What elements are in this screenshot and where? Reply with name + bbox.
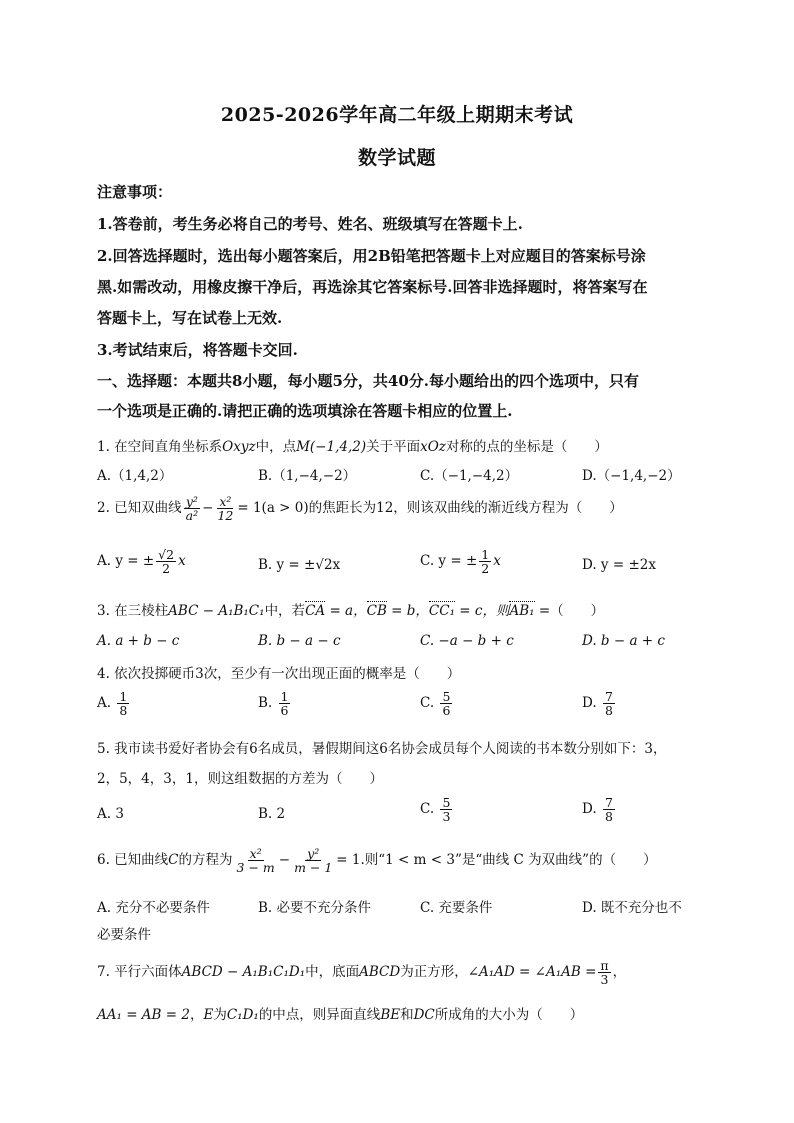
q4-option-d: D. $\frac{7}{8}$: [582, 689, 613, 719]
q6-option-d-continued: 必要条件: [97, 927, 151, 943]
notes-heading: 注意事项：: [97, 183, 173, 201]
q6-option-a: A. 充分不必要条件: [97, 900, 210, 916]
q1-option-a: A.（1,4,2）: [97, 468, 173, 484]
q4-option-b: B. $\frac{1}{6}$: [258, 689, 289, 719]
note-2-line-3: 答题卡上，写在试卷上无效.: [97, 309, 283, 327]
q3-option-b: B. b − a − c: [258, 633, 341, 649]
q3-option-d: D. b − a + c: [582, 633, 665, 649]
q2-option-b: B. y = ±√2x: [258, 557, 341, 573]
note-2-line-2: 黑.如需改动，用橡皮擦干净后，再选涂其它答案标号.回答非选择题时，将答案写在: [97, 278, 648, 296]
q2-option-c: C. y = ± $\frac{1}{2}$ x: [420, 547, 501, 577]
q2-frac-x: $\frac{\text{x²}}{12}$: [217, 494, 234, 524]
q1-option-b: B.（1,−4,−2）: [258, 468, 357, 484]
q6-option-b: B. 必要不充分条件: [258, 900, 372, 916]
q5-option-a: A. 3: [97, 806, 124, 822]
q6-option-c: C. 充要条件: [420, 900, 493, 916]
note-1: 1.答卷前，考生务必将自己的考号、姓名、班级填写在答题卡上.: [97, 215, 523, 233]
exam-subtitle: 数学试题: [357, 147, 436, 169]
q1-option-d: D.（−1,4,−2）: [582, 468, 681, 484]
q2-option-d: D. y = ±2x: [582, 557, 656, 573]
question-5-stem-line-2: 2，5，4，3，1，则这组数据的方差为（ ）: [97, 771, 383, 787]
q5-option-c: C. $\frac{5}{3}$: [420, 795, 451, 825]
question-6-stem: 6. 已知曲线C的方程为 $\frac{\text{x²}}{3 - m}$ − $\frac{\text{y²}}{m - 1}$ = 1.则“1 < m < 3”是“曲线 C 为双曲线”的（ ）: [97, 846, 657, 876]
q6-frac-x: $\frac{\text{x²}}{3 - m}$: [236, 846, 275, 876]
section-1-line-1: 一、选择题：本题共8小题，每小题5分，共40分.每小题给出的四个选项中，只有: [97, 372, 639, 390]
q7-frac-pi: $\frac{\pi}{3}$: [600, 958, 609, 988]
question-1-stem: 1. 在空间直角坐标系Oxyz中，点M(−1,4,2)关于平面xOz对称的点的坐标是（ ）: [97, 439, 608, 455]
question-2-stem: 2. 已知双曲线 $\frac{\text{y²}}{\text{a²}}$ − $\frac{\text{x²}}{12}$ = 1(a > 0)的焦距长为12，则该双曲线的渐近线方程为（ ）: [97, 494, 623, 524]
q1-option-c: C.（−1,−4,2）: [420, 468, 519, 484]
q2-frac-y: $\frac{\text{y²}}{\text{a²}}$: [185, 494, 199, 524]
q4-option-c: C. $\frac{5}{6}$: [420, 689, 451, 719]
question-7-stem-line-1: 7. 平行六面体ABCD − A₁B₁C₁D₁中，底面ABCD为正方形，∠A₁AD = ∠A₁AB = $\frac{\pi}{3}$ ，: [97, 958, 627, 988]
question-7-stem-line-2: AA₁ = AB = 2，E为C₁D₁的中点，则异面直线BE和DC所成角的大小为（ ）: [97, 1007, 584, 1023]
q4-option-a: A. $\frac{1}{8}$: [97, 689, 128, 719]
q2-option-a: A. y = ± $\frac{√2}{2}$ x: [97, 547, 186, 577]
note-2-line-1: 2.回答选择题时，选出每小题答案后，用2B铅笔把答题卡上对应题目的答案标号涂: [97, 247, 646, 265]
question-3-stem: 3. 在三棱柱ABC − A₁B₁C₁中，若CA = a，CB = b，CC₁ = c，则AB₁ =（ ）: [97, 603, 605, 619]
exam-title: 2025-2026学年高二年级上期期末考试: [220, 104, 574, 126]
q5-option-b: B. 2: [258, 806, 286, 822]
note-3: 3.考试结束后，将答题卡交回.: [97, 341, 298, 359]
q3-option-c: C. −a − b + c: [420, 633, 514, 649]
q6-frac-y: $\frac{\text{y²}}{m - 1}$: [294, 846, 333, 876]
q6-option-d: D. 既不充分也不: [582, 900, 682, 916]
question-4-stem: 4. 依次投掷硬币3次，至少有一次出现正面的概率是（ ）: [97, 666, 461, 682]
question-5-stem-line-1: 5. 我市读书爱好者协会有6名成员，暑假期间这6名协会成员每个人阅读的书本数分别如下：3，: [97, 741, 667, 757]
section-1-line-2: 一个选项是正确的.请把正确的选项填涂在答题卡相应的位置上.: [97, 402, 513, 420]
q5-option-d: D. $\frac{7}{8}$: [582, 795, 613, 825]
q3-option-a: A. a + b − c: [97, 633, 180, 649]
